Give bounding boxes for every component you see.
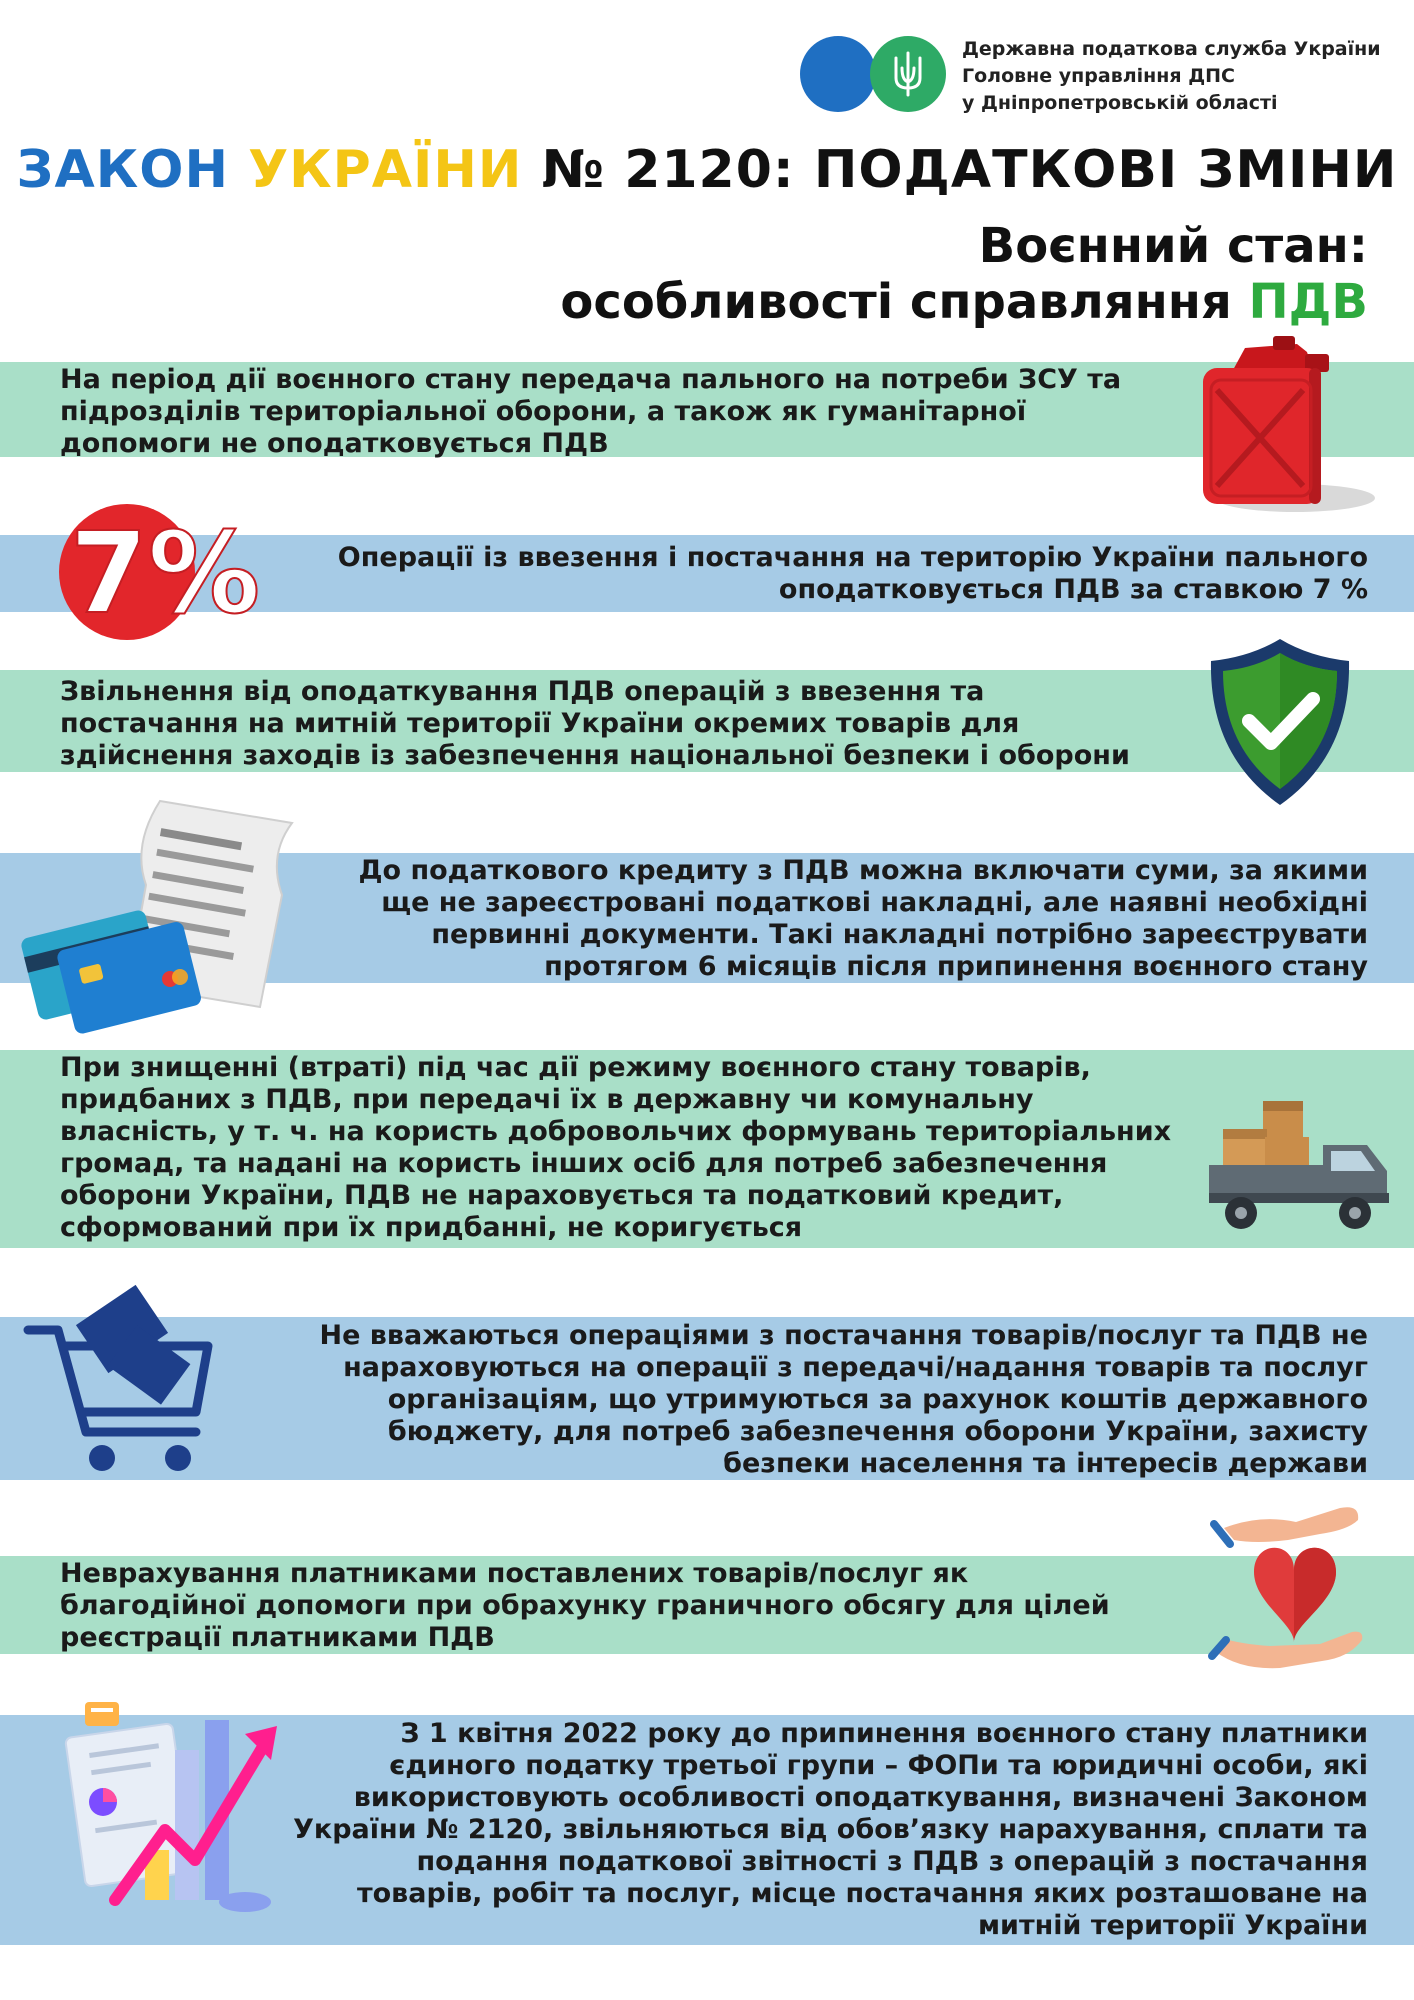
text-line: митній території України bbox=[977, 1910, 1368, 1941]
title-part-2: УКРАЇНИ bbox=[248, 140, 523, 200]
logo-green-circle bbox=[870, 36, 946, 112]
text-line: громад, та надані на користь інших осіб для потреб забезпечення bbox=[60, 1148, 1108, 1179]
text-line: бюджету, для потреб забезпечення оборони України, захисту bbox=[387, 1416, 1368, 1447]
subtitle-line-1: Воєнний стан: bbox=[978, 218, 1368, 274]
text-line: організаціям, що утримуються за рахунок коштів державного bbox=[387, 1384, 1368, 1415]
text-line: власність, у т. ч. на користь добровольчих формувань територіальних bbox=[60, 1116, 1172, 1147]
text-line: оборони України, ПДВ не нараховується та податковий кредит, bbox=[60, 1180, 1064, 1211]
page-title bbox=[0, 140, 1414, 200]
text-line: України № 2120, звільняються від обов’язку нарахування, сплати та bbox=[293, 1814, 1368, 1845]
text-line: благодійної допомоги при обрахунку граничного обсягу для цілей bbox=[60, 1590, 1110, 1621]
text-line: здійснення заходів із забезпечення національної безпеки і оборони bbox=[60, 740, 1130, 771]
truck-boxes-icon bbox=[1205, 1095, 1395, 1245]
subtitle-line-2 bbox=[560, 274, 1368, 330]
text-line: Операції із ввезення і постачання на територію України пального bbox=[337, 542, 1368, 573]
text-line: сформований при їх придбанні, не коригується bbox=[60, 1212, 803, 1243]
shield-check-icon bbox=[1205, 635, 1355, 810]
trident-icon bbox=[890, 50, 926, 98]
item-6-text bbox=[319, 1320, 1368, 1480]
text-line: товарів, робіт та послуг, місце постачання яких розташоване на bbox=[356, 1878, 1368, 1909]
text-line: допомоги не оподатковується ПДВ bbox=[60, 428, 609, 459]
percent-badge-label: 7% bbox=[69, 509, 260, 639]
subtitle-highlight: ПДВ bbox=[1248, 274, 1368, 330]
title-part-3: № 2120: ПОДАТКОВІ ЗМІНИ bbox=[541, 140, 1398, 200]
subtitle-line-2-prefix: особливості справляння bbox=[560, 274, 1232, 330]
item-5-text bbox=[60, 1052, 1171, 1244]
title-part-1: ЗАКОН bbox=[16, 140, 229, 200]
text-line: оподатковується ПДВ за ставкою 7 % bbox=[778, 574, 1368, 605]
dps-logo bbox=[800, 36, 1381, 116]
text-line: подання податкової звітності з ПДВ з операцій з постачання bbox=[416, 1846, 1368, 1877]
text-line: придбаних з ПДВ, при передачі їх в державну чи комунальну bbox=[60, 1084, 1034, 1115]
text-line: Неврахування платниками поставлених товарів/послуг як bbox=[60, 1558, 969, 1589]
item-2-text bbox=[338, 542, 1368, 606]
heart-hands-icon bbox=[1200, 1500, 1380, 1685]
item-1-text bbox=[60, 364, 1121, 460]
text-line: ще не зареєстровані податкові накладні, але наявні необхідні bbox=[381, 887, 1368, 918]
division-line-2: у Дніпропетровській області bbox=[962, 92, 1278, 114]
item-7-text bbox=[60, 1558, 1110, 1654]
percent-7-badge bbox=[55, 500, 260, 650]
logo-text bbox=[962, 36, 1381, 117]
text-line: протягом 6 місяців після припинення воєнного стану bbox=[544, 951, 1368, 982]
text-line: постачання на митній території України окремих товарів для bbox=[60, 708, 1020, 739]
text-line: Не вважаються операціями з постачання товарів/послуг та ПДВ не bbox=[319, 1320, 1368, 1351]
text-line: єдиного податку третьої групи – ФОПи та юридичні особи, які bbox=[389, 1750, 1368, 1781]
text-line: До податкового кредиту з ПДВ можна включати суми, за якими bbox=[358, 855, 1368, 886]
item-4-text bbox=[358, 855, 1368, 983]
item-3-text bbox=[60, 676, 1130, 772]
text-line: первинні документи. Такі накладні потрібно зареєструвати bbox=[431, 919, 1368, 950]
text-line: підрозділів територіальної оборони, а також як гуманітарної bbox=[60, 396, 1027, 427]
fuel-canister-icon bbox=[1185, 330, 1385, 520]
text-line: З 1 квітня 2022 року до припинення воєнного стану платники bbox=[400, 1718, 1368, 1749]
text-line: безпеки населення та інтересів держави bbox=[723, 1448, 1368, 1479]
growth-chart-icon bbox=[55, 1690, 305, 1940]
text-line: реєстрації платниками ПДВ bbox=[60, 1622, 495, 1653]
item-8-text bbox=[293, 1718, 1368, 1942]
shopping-cart-icon bbox=[20, 1282, 220, 1482]
division-line-1: Головне управління ДПС bbox=[962, 65, 1236, 87]
text-line: використовують особливості оподаткування, визначені Законом bbox=[353, 1782, 1368, 1813]
text-line: При знищенні (втраті) під час дії режиму воєнного стану товарів, bbox=[60, 1052, 1091, 1083]
page-subtitle bbox=[560, 218, 1368, 330]
text-line: нараховуються на операції з передачі/надання товарів та послуг bbox=[343, 1352, 1368, 1383]
text-line: На період дії воєнного стану передача пального на потреби ЗСУ та bbox=[60, 364, 1122, 395]
receipt-cards-icon bbox=[20, 795, 310, 1040]
text-line: Звільнення від оподаткування ПДВ операцій з ввезення та bbox=[60, 676, 985, 707]
logo-blue-circle bbox=[800, 36, 876, 112]
org-name: Державна податкова служба України bbox=[962, 38, 1381, 60]
